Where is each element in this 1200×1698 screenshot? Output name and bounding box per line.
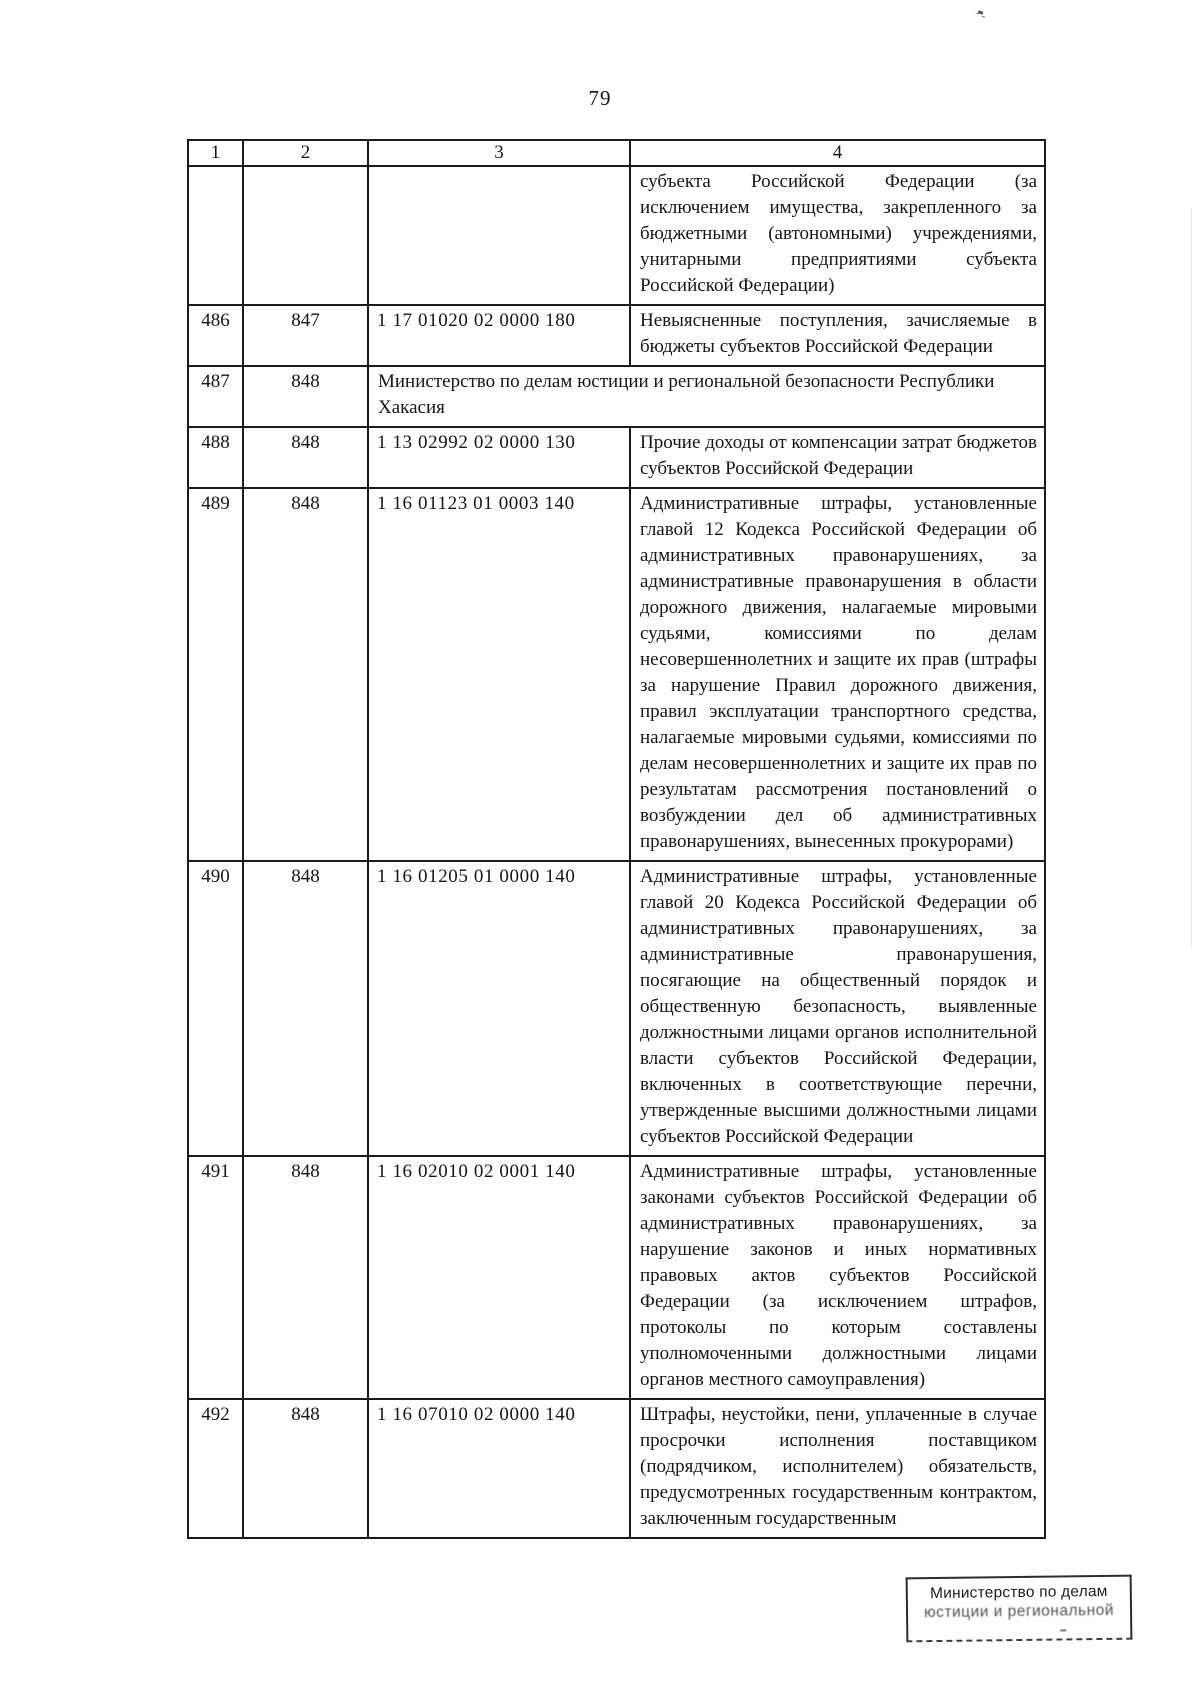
table-body [188,166,1045,1538]
row-number-cell [188,166,243,305]
row-number-cell: 489 [188,488,243,861]
admin-code-cell: 848 [243,427,368,488]
kbk-code-cell [368,166,630,305]
row-number-cell: 486 [188,305,243,366]
row-number-cell: 488 [188,427,243,488]
description-cell: Невыясненные поступления, зачисляемые в бюджеты субъектов Российской Федерации [630,305,1045,366]
stamp-text-line2: юстиции и региональной [923,1601,1115,1622]
kbk-code-cell: 1 13 02992 02 0000 130 [368,427,630,488]
table-row [188,366,1045,427]
column-header: 2 [243,140,368,166]
admin-code-cell: 848 [243,488,368,861]
admin-code-cell: 848 [243,861,368,1156]
stamp-ink-dot [1060,1629,1066,1631]
description-cell: субъекта Российской Федерации (за исключением имущества, закрепленного за бюджетными (автономными) учреждениями, унитарными предприятиями субъекта Российской Федерации) [630,166,1045,305]
admin-code-cell: 848 [243,1156,368,1399]
description-cell: Штрафы, неустойки, пени, уплаченные в случае просрочки исполнения поставщиком (подрядчиком, исполнителем) обязательств, предусмотренных государственным контрактом, заключенным государственным [630,1399,1045,1538]
row-number-cell: 487 [188,366,243,427]
column-header: 4 [630,140,1045,166]
table-header-row [188,140,1045,166]
kbk-code-cell: 1 16 01205 01 0000 140 [368,861,630,1156]
description-cell: Административные штрафы, установленные законами субъектов Российской Федерации об административных правонарушениях, за нарушение законов и иных нормативных правовых актов субъектов Российской Федерации (за исключением штрафов, протоколы по которым составлены уполномоченными должностными лицами органов местного самоуправления) [630,1156,1045,1399]
kbk-code-cell: 1 17 01020 02 0000 180 [368,305,630,366]
table-row [188,305,1045,366]
description-cell: Административные штрафы, установленные главой 12 Кодекса Российской Федерации об административных правонарушениях, за административные правонарушения в области дорожного движения, налагаемые мировыми судьями, комиссиями по делам несовершеннолетних и защите их прав (штрафы за нарушение Правил дорожного движения, правил эксплуатации транспортного средства, налагаемые мировыми судьями, комиссиями по делам несовершеннолетних и защите их прав по результатам рассмотрения постановлений о возбуждении дел об административных правонарушениях, вынесенных прокурорами) [630,488,1045,861]
description-cell: Административные штрафы, установленные главой 20 Кодекса Российской Федерации об административных правонарушениях, за административные правонарушения, посягающие на общественный порядок и общественную безопасность, выявленные должностными лицами органов исполнительной власти субъектов Российской Федерации, включенных в соответствующие перечни, утвержденные высшими должностными лицами субъектов Российской Федерации [630,861,1045,1156]
table-row [188,427,1045,488]
table-row [188,861,1045,1156]
admin-code-cell: 847 [243,305,368,366]
ministry-stamp [906,1575,1133,1643]
stamp-text-line1: Министерство по делам [929,1582,1108,1603]
table-row [188,488,1045,861]
table-row [188,166,1045,305]
kbk-code-cell: 1 16 07010 02 0000 140 [368,1399,630,1538]
admin-code-cell [243,166,368,305]
kbk-code-cell: 1 16 01123 01 0003 140 [368,488,630,861]
column-header: 1 [188,140,243,166]
budget-codes-table [187,139,1046,1539]
admin-code-cell: 848 [243,1399,368,1538]
row-number-cell: 490 [188,861,243,1156]
department-name-cell: Министерство по делам юстиции и региональной безопасности Республики Хакасия [368,366,1045,427]
ink-smudge-artifact [978,10,984,14]
scan-edge-artifact [1191,208,1192,948]
column-header: 3 [368,140,630,166]
admin-code-cell: 848 [243,366,368,427]
page-number: 79 [588,86,612,110]
kbk-code-cell: 1 16 02010 02 0001 140 [368,1156,630,1399]
column-numbers-row [188,140,1045,166]
table-row [188,1399,1045,1538]
row-number-cell: 491 [188,1156,243,1399]
table-row [188,1156,1045,1399]
row-number-cell: 492 [188,1399,243,1538]
description-cell: Прочие доходы от компенсации затрат бюджетов субъектов Российской Федерации [630,427,1045,488]
